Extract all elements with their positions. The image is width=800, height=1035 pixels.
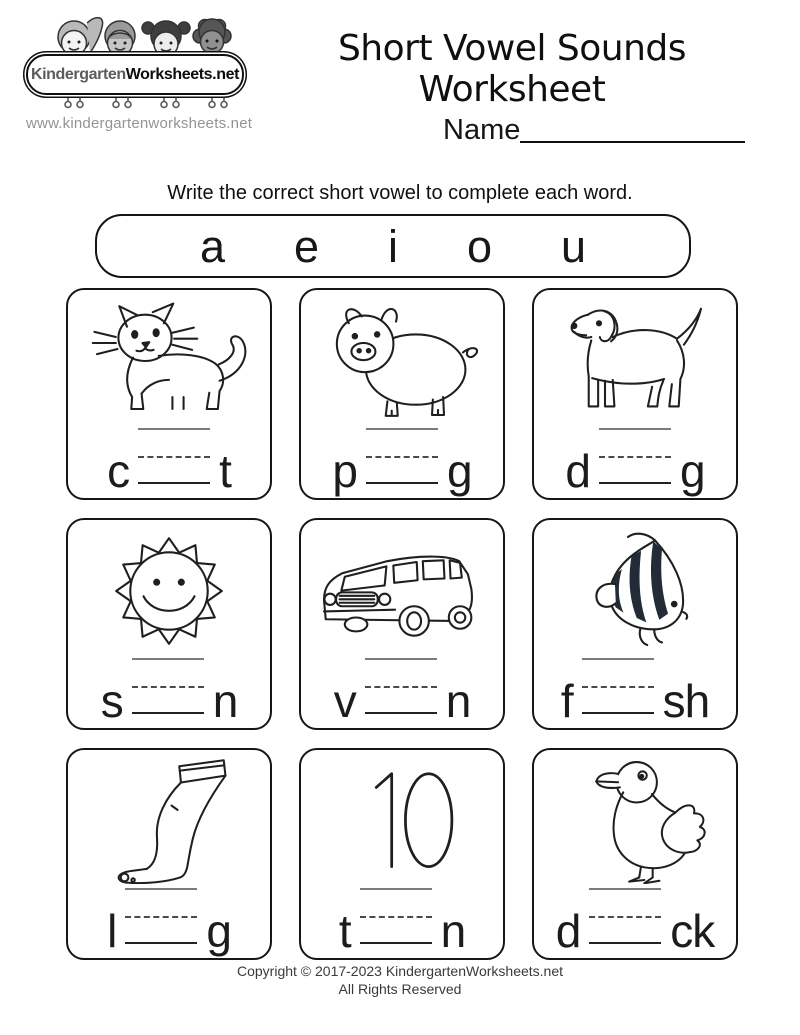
name-label: Name bbox=[443, 114, 521, 146]
word-card-dog bbox=[532, 288, 738, 500]
vowel-blank bbox=[582, 658, 654, 714]
duck-illustration bbox=[556, 758, 714, 884]
word-card-cat bbox=[66, 288, 272, 500]
vowel-blank bbox=[366, 428, 438, 484]
word-card-fish bbox=[532, 518, 738, 730]
dog-illustration bbox=[549, 301, 721, 421]
vowel-bank bbox=[95, 214, 691, 278]
dog-image bbox=[542, 298, 728, 424]
leg-image bbox=[76, 758, 262, 884]
van-image bbox=[309, 528, 495, 654]
word-van bbox=[309, 654, 495, 727]
blank-midline bbox=[366, 456, 438, 458]
word-prefix: l bbox=[107, 905, 117, 957]
logo-feet-icon bbox=[34, 95, 240, 111]
cat-image bbox=[76, 298, 262, 424]
word-suffix: n bbox=[440, 905, 466, 957]
blank-midline bbox=[125, 916, 197, 918]
blank-midline bbox=[132, 686, 204, 688]
word-suffix: ck bbox=[670, 905, 715, 957]
word-card-grid bbox=[66, 288, 738, 960]
word-card-duck bbox=[532, 748, 738, 960]
pig-image bbox=[309, 298, 495, 424]
leg-illustration bbox=[95, 758, 243, 884]
word-prefix: d bbox=[555, 905, 581, 957]
vowel-i: i bbox=[388, 221, 398, 272]
van-illustration bbox=[311, 535, 493, 648]
instruction-text: Write the correct short vowel to complete each word. bbox=[167, 182, 633, 204]
fish-image bbox=[542, 528, 728, 654]
word-card-ten bbox=[299, 748, 505, 960]
word-prefix: s bbox=[100, 675, 123, 727]
word-card-pig bbox=[299, 288, 505, 500]
pig-illustration bbox=[316, 301, 488, 421]
word-prefix: p bbox=[332, 445, 357, 497]
word-pig bbox=[309, 424, 495, 497]
vowel-o: o bbox=[467, 221, 493, 272]
blank-midline bbox=[582, 686, 654, 688]
vowel-blank bbox=[360, 888, 432, 944]
rights-text: All Rights Reserved bbox=[338, 981, 462, 998]
word-duck bbox=[542, 884, 728, 957]
word-fish bbox=[542, 654, 728, 727]
word-prefix: t bbox=[338, 905, 351, 957]
word-prefix: f bbox=[560, 675, 573, 727]
blank-midline bbox=[360, 916, 432, 918]
word-sun bbox=[76, 654, 262, 727]
name-row bbox=[443, 116, 745, 145]
vowel-blank bbox=[589, 888, 661, 944]
vowel-e: e bbox=[293, 221, 319, 272]
word-leg bbox=[76, 884, 262, 957]
word-suffix: g bbox=[206, 905, 231, 957]
logo-text-kindergarten: Kindergarten bbox=[30, 65, 126, 83]
vowel-blank bbox=[132, 658, 204, 714]
vowel-u: u bbox=[561, 221, 587, 272]
blank-midline bbox=[589, 916, 661, 918]
word-ten bbox=[309, 884, 495, 957]
word-suffix: sh bbox=[662, 675, 710, 727]
logo-text-worksheets: Worksheets.net bbox=[125, 65, 240, 83]
word-prefix: v bbox=[333, 675, 356, 727]
ten-image bbox=[309, 758, 495, 884]
word-cat bbox=[76, 424, 262, 497]
word-prefix: d bbox=[565, 445, 590, 497]
site-logo bbox=[26, 8, 256, 132]
logo-banner bbox=[26, 54, 244, 95]
sun-illustration bbox=[81, 532, 257, 650]
word-suffix: n bbox=[212, 675, 238, 727]
blank-midline bbox=[599, 456, 671, 458]
duck-image bbox=[542, 758, 728, 884]
vowel-blank bbox=[138, 428, 210, 484]
page-title: Short Vowel Sounds Worksheet bbox=[337, 28, 687, 110]
ten-illustration bbox=[316, 762, 488, 880]
word-suffix: g bbox=[447, 445, 472, 497]
cat-illustration bbox=[83, 301, 255, 421]
blank-midline bbox=[138, 456, 210, 458]
blank-midline bbox=[365, 686, 437, 688]
word-card-sun bbox=[66, 518, 272, 730]
word-dog bbox=[542, 424, 728, 497]
vowel-blank bbox=[365, 658, 437, 714]
vowel-blank bbox=[599, 428, 671, 484]
footer bbox=[0, 962, 800, 998]
sun-image bbox=[76, 528, 262, 654]
fish-illustration bbox=[556, 530, 714, 652]
word-suffix: n bbox=[445, 675, 471, 727]
word-card-van bbox=[299, 518, 505, 730]
copyright-text: Copyright © 2017-2023 KindergartenWorksheets.net bbox=[236, 963, 564, 979]
vowel-blank bbox=[125, 888, 197, 944]
website-url: www.kindergartenworksheets.net bbox=[26, 115, 253, 132]
name-blank-line bbox=[520, 141, 745, 143]
word-card-leg bbox=[66, 748, 272, 960]
word-suffix: g bbox=[680, 445, 705, 497]
word-prefix: c bbox=[107, 445, 130, 497]
word-suffix: t bbox=[219, 445, 231, 497]
vowel-a: a bbox=[199, 221, 225, 272]
